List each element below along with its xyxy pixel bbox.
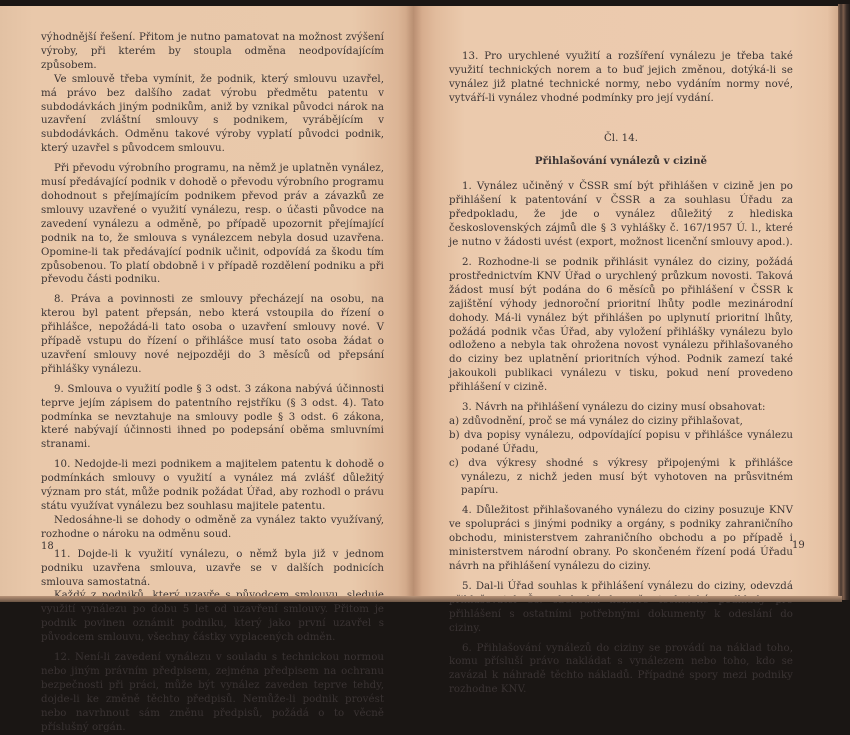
paragraph-item-6: 6. Přihlašování vynálezů do ciziny se provádí na náklad toho, komu přísluší právo nakládat s vynálezem nebo toho, kdo se zavázal k náhradě těchto nákladů. Případné spory mezi podniky rozhodne KNV.	[449, 642, 793, 696]
paragraph: výhodnější řešení. Přitom je nutno pamatovat na možnost zvýšení výroby, při kterém by stoupla odměna neodpovídajícím způsobem.	[41, 32, 384, 71]
paragraph-item-4: 4. Důležitost přihlašovaného vynálezu do ciziny posuzuje KNV ve spolupráci s jinými podniky a orgány, s podniky zahraničního obchodu, ministerstvem zahraničního obchodu a po případě i ministerstvem národní obrany. Po skončeném řízení podá Úřadu návrh na přihlášení vynálezu do ciziny.	[449, 505, 793, 572]
paragraph: Ve smlouvě třeba vymínit, že podnik, který smlouvu uzavřel, má právo bez dalšího zadat výrobu předmětu patentu v subdodávkách jiným podnikům, aniž by vznikal původci nárok na uzavření zvláštní smlouvy s podnikem, vyrábějícím v subdodávkách. Odměnu takové výroby vyplatí původci podnik, který uzavřel s původcem smlouvu.	[41, 73, 384, 155]
left-page-text	[41, 31, 384, 735]
page-number-right: 19	[792, 540, 805, 551]
paragraph-item-5: 5. Dal-li Úřad souhlas k přihlášení vynálezu do ciziny, odevzdá přihlášení s ostatními potřebnými dokumenty k odeslání do ciziny.	[449, 580, 793, 634]
page-stack-edge	[838, 4, 850, 600]
book-bottom-edge	[0, 596, 842, 602]
chapter-label: Čl. 14.	[603, 132, 639, 144]
paragraph-section-12: 12. Není-li zavedení vynálezu v souladu s technickou normou nebo jiným právním předpisem, zejména předpisem na ochranu bezpečnosti při práci, může být vynález zaveden teprve tehdy, dojde-li ke změně těchto předpisů. Nemůže-li podnik provést nebo navrhnout sám změnu předpisů, požádá o to věcně příslušný orgán.	[41, 652, 384, 733]
paragraph-section-10: 10. Nedojde-li mezi podnikem a majitelem patentu k dohodě o podmínkách smlouvy o využití a vynález má zvlášť důležitý význam pro stát, může podnik požádat Úřad, aby rozhodl o právu státu využívat vynálezu bez souhlasu majitele patentu.	[41, 459, 384, 512]
paragraph-item-2: 2. Rozhodne-li se podnik přihlásit vynález do ciziny, požádá prostřednictvím KNV Úřad o urychlený průzkum novosti. Taková žádost musí být podána do 6 měsíců po přihlášení v ČSSR k zajištění výhody jednoroční prioritní lhůty podle mezinárodní dohody. Má-li vynález být přihlášen po uplynutí prioritní lhůty, požádá podnik včas Úřad, aby vyložení přihlášky vynálezu bylo odloženo a nebyla tak ohrožena novost vynálezu přihlašovaného do ciziny bez uplatnění prioritních výhod. Podnik zamezí také jakoukoli publikaci vynálezu v tisku, pokud není provedeno přihlášení v cizině.	[449, 256, 793, 394]
list-item-c: c) dva výkresy shodné s výkresy připojenými k přihlášce vynálezu, z nichž jeden musí být vyhotoven na průsvitném papíru.	[449, 457, 793, 497]
list-item-a: a) zdůvodnění, proč se má vynález do ciziny přihlašovat,	[449, 415, 743, 427]
paragraph: využití vynálezu po dobu 5 let od uzavření smlouvy. Přitom je podnik povinen oznámit podniku, který jako první uzavřel s původcem smlouvu, všechny částky vyplacených odměn.	[41, 604, 384, 644]
paragraph-section-11: 11. Dojde-li k využití vynálezu, o němž byla již v jednom podniku uzavřena smlouva, uzavře se v dalších podnicích smlouva samostatná.	[41, 548, 384, 588]
paragraph-section-9: 9. Smlouva o využití podle § 3 odst. 3 zákona nabývá účinnosti teprve jejím zápisem do patentního rejstříku (§ 3 odst. 4). Tato podmínka se nevztahuje na smlouvy podle § 3 odst. 6 zákona, které nabývají účinnosti ihned po podepsání oběma smluvními stranami.	[41, 383, 384, 451]
paragraph: Nedosáhne-li se dohody o odměně za vynález takto využívaný, rozhodne o nároku na odměnu soud.	[41, 514, 384, 540]
paragraph-item-1: 1. Vynález učiněný v ČSSR smí být přihlášen v cizině jen po přihlášení k patentování v ČSSR a za souhlasu Úřadu za předpokladu, že jde o vynález důležitý z hlediska československých zájmů dle § 3 vyhlášky č. 167/1957 Ú. l., které je nutno v žádosti uvést (export, možnost licenční smlouvy apod.).	[449, 181, 793, 249]
page-number-left: 18	[41, 541, 54, 552]
paragraph-item-3: 3. Návrh na přihlášení vynálezu do ciziny musí obsahovat:	[462, 402, 766, 414]
right-page	[414, 6, 840, 696]
paragraph-section-13: 13. Pro urychlené využití a rozšíření vynálezu je třeba také využití technických norem a to buď jejich změnou, dotýká-li se vynález již platné technické normy, nebo vydáním normy nové, vytváří-li vynález vhodné podmínky pro její vydání.	[449, 51, 793, 104]
book-spine-fold	[406, 6, 422, 598]
list-item-b: b) dva popisy vynálezu, odpovídající popisu v přihlášce vynálezu podané Úřadu,	[449, 429, 793, 455]
paragraph-section-8: 8. Práva a povinnosti ze smlouvy přecházejí na osobu, na kterou byl patent přepsán, nebo která vstoupila do řízení o přihlášce, nepožádá-li tato osoba o uzavření smlouvy nové. V případě vstupu do řízení o přihlášce musí tato osoba žádat o uzavření smlouvy nové nejpozději do 3 měsíců od přepsání přihlášky vynálezu.	[41, 294, 384, 375]
left-page	[0, 6, 414, 733]
paragraph: Při převodu výrobního programu, na němž je uplatněn vynález, musí předávající podnik v dohodě o převodu výrobního programu dohodnout s přejímajícím podnikem převod práv a závazků ze smlouvy uzavřené o využití vynálezu, resp. o účasti původce na zavedení vynálezu a odměně, po případě upozornit přejímající podnik na to, že smlouva s vynálezcem nebyla dosud uzavřena. Opomine-li tak předávající podnik učinit, odpovídá za škodu tím způsobenou. To platí obdobně i v případě rozdělení podniku a při převodu části podniku.	[41, 163, 384, 286]
chapter-title: Přihlašování vynálezů v cizině	[534, 154, 708, 167]
